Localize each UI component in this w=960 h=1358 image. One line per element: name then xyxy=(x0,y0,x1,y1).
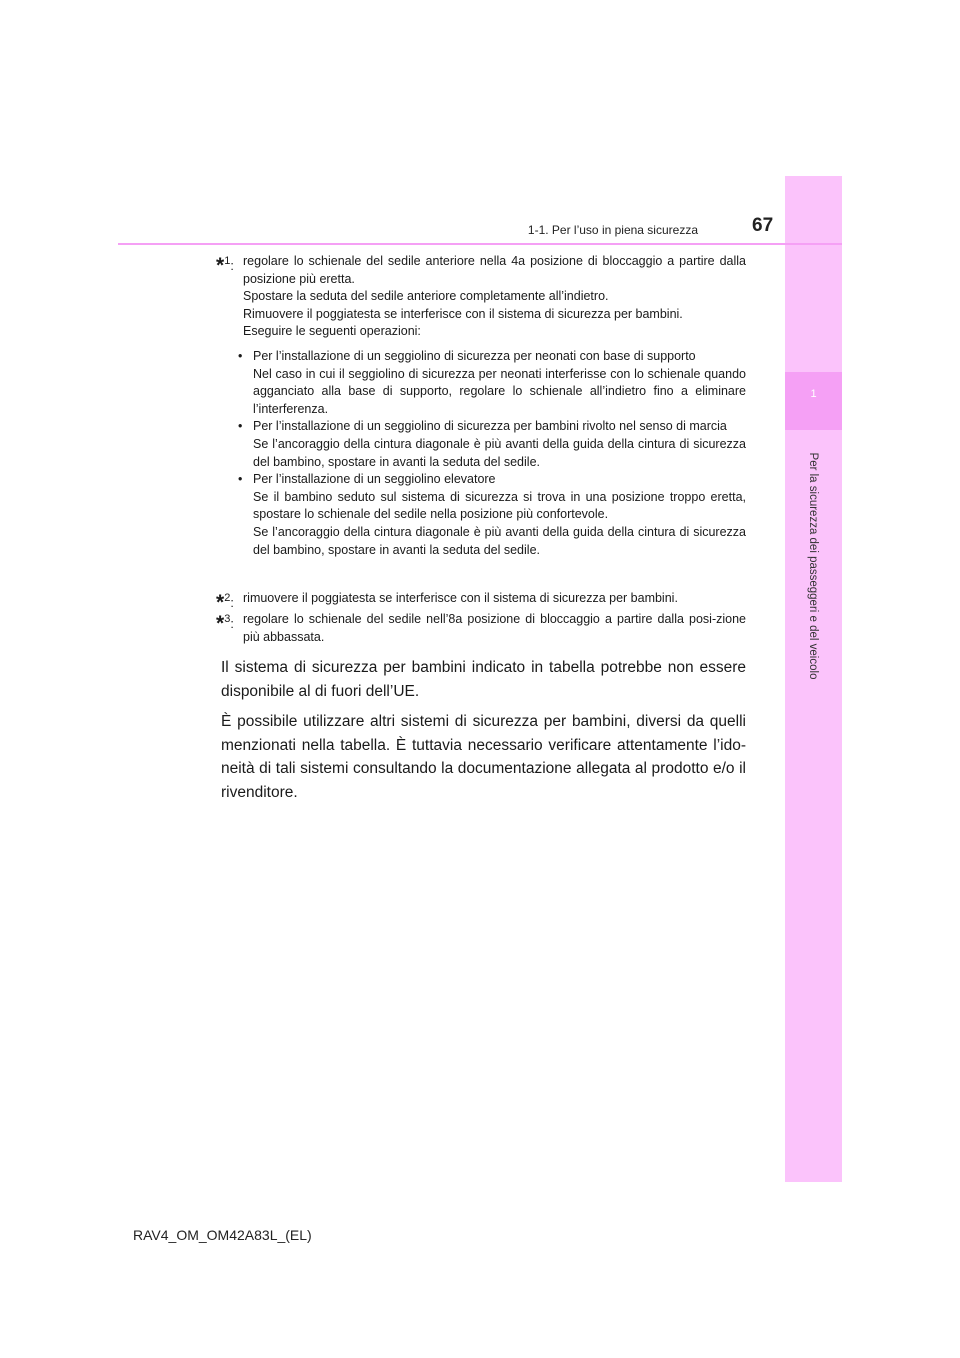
page-number: 67 xyxy=(752,215,774,236)
bullet-title: Per l’installazione di un seggiolino di sicurezza per bambini rivolto nel senso di marcia xyxy=(253,419,727,434)
footnote-2-text: rimuovere il poggiatesta se interferisce con il sistema di sicurezza per bambini. xyxy=(243,591,678,605)
footnote-1-line: Rimuovere il poggiatesta se interferisce con il sistema di sicurezza per bambini. xyxy=(243,306,683,321)
chapter-number: 1 xyxy=(810,388,817,400)
chapter-label: Per la sicurezza dei passeggeri e del veicolo xyxy=(807,452,819,680)
bullet-title: Per l’installazione di un seggiolino di sicurezza per neonati con base di supporto xyxy=(253,349,696,363)
bullet-text: Nel caso in cui il seggiolino di sicurezza per neonati interferisse con lo schienale quando agganciato alla base di supporto, regolare lo schienale all’indietro fino a eliminare l’interferenza. xyxy=(253,366,746,416)
list-item: • Per l’installazione di un seggiolino elevatore Se il bambino seduto sul sistema di sicurezza si trova in una posizione troppo eretta, spostare lo schienale del sedile nella posizione più confortevole. Se l’ancoraggio della cintura diagonale è più avanti della guida della cintura di sicurezza del bambino, spostare in avanti la seduta del sedile. xyxy=(238,471,746,559)
header-divider xyxy=(118,243,842,245)
bullet-text: Se l’ancoraggio della cintura diagonale è più avanti della guida della cintura di sicurezza del bambino, spostare in avanti la seduta del sedile. xyxy=(253,436,746,469)
list-item: • Per l’installazione di un seggiolino di sicurezza per neonati con base di supporto Nel caso in cui il seggiolino di sicurezza per neonati interferisse con lo schienale quando agganciato alla base di supporto, regolare lo schienale all’indietro fino a eliminare l’interferenza. xyxy=(238,348,746,418)
manual-code: RAV4_OM_OM42A83L_(EL) xyxy=(133,1227,312,1243)
footnote-1-line: Eseguire le seguenti operazioni: xyxy=(243,324,421,339)
bullet-text: Se il bambino seduto sul sistema di sicurezza si trova in una posizione troppo eretta, spostare lo schienale del sedile nella posizione più confortevole. xyxy=(253,489,746,522)
footnote-1 xyxy=(216,253,746,341)
chapter-tab-active[interactable] xyxy=(785,372,842,430)
bullet-text: Se l’ancoraggio della cintura diagonale è più avanti della guida della cintura di sicurezza del bambino, spostare in avanti la seduta del sedile. xyxy=(253,524,746,557)
section-title: 1-1. Per l’uso in piena sicurezza xyxy=(527,223,698,237)
footnote-1-line: regolare lo schienale del sedile anteriore nella 4a posizione di bloccaggio a partire dalla posizione più eretta. xyxy=(243,254,746,286)
footnote-2 xyxy=(216,590,746,614)
bullet-title: Per l’installazione di un seggiolino elevatore xyxy=(253,472,496,487)
list-item: • Per l’installazione di un seggiolino di sicurezza per bambini rivolto nel senso di marcia Se l’ancoraggio della cintura diagonale è più avanti della guida della cintura di sicurezza del bambino, spostare in avanti la seduta del sedile. xyxy=(238,418,746,471)
footnote-3 xyxy=(216,611,746,646)
body-paragraph: Il sistema di sicurezza per bambini indicato in tabella potrebbe non essere disponibile al di fuori dell’UE. xyxy=(221,659,746,700)
footnote-1-marker: *$^1$: xyxy=(216,254,234,277)
footnote-3-text: regolare lo schienale del sedile nell’8a posizione di bloccaggio a partire dalla posi-zione più abbassata. xyxy=(243,612,746,644)
footnote-2-marker: *$^2$: xyxy=(216,591,234,614)
body-paragraph: È possibile utilizzare altri sistemi di sicurezza per bambini, diversi da quelli menzionati nella tabella. È tuttavia necessario verificare attentamente l’ido-neità di tali sistemi consultando la documentazione allegata al prodotto e/o il rivenditore. xyxy=(221,713,746,801)
footnote-1-bullet-list xyxy=(238,348,746,559)
footnote-1-line: Spostare la seduta del sedile anteriore completamente all’indietro. xyxy=(243,289,609,304)
footnote-3-marker: *$^3$: xyxy=(216,612,234,635)
